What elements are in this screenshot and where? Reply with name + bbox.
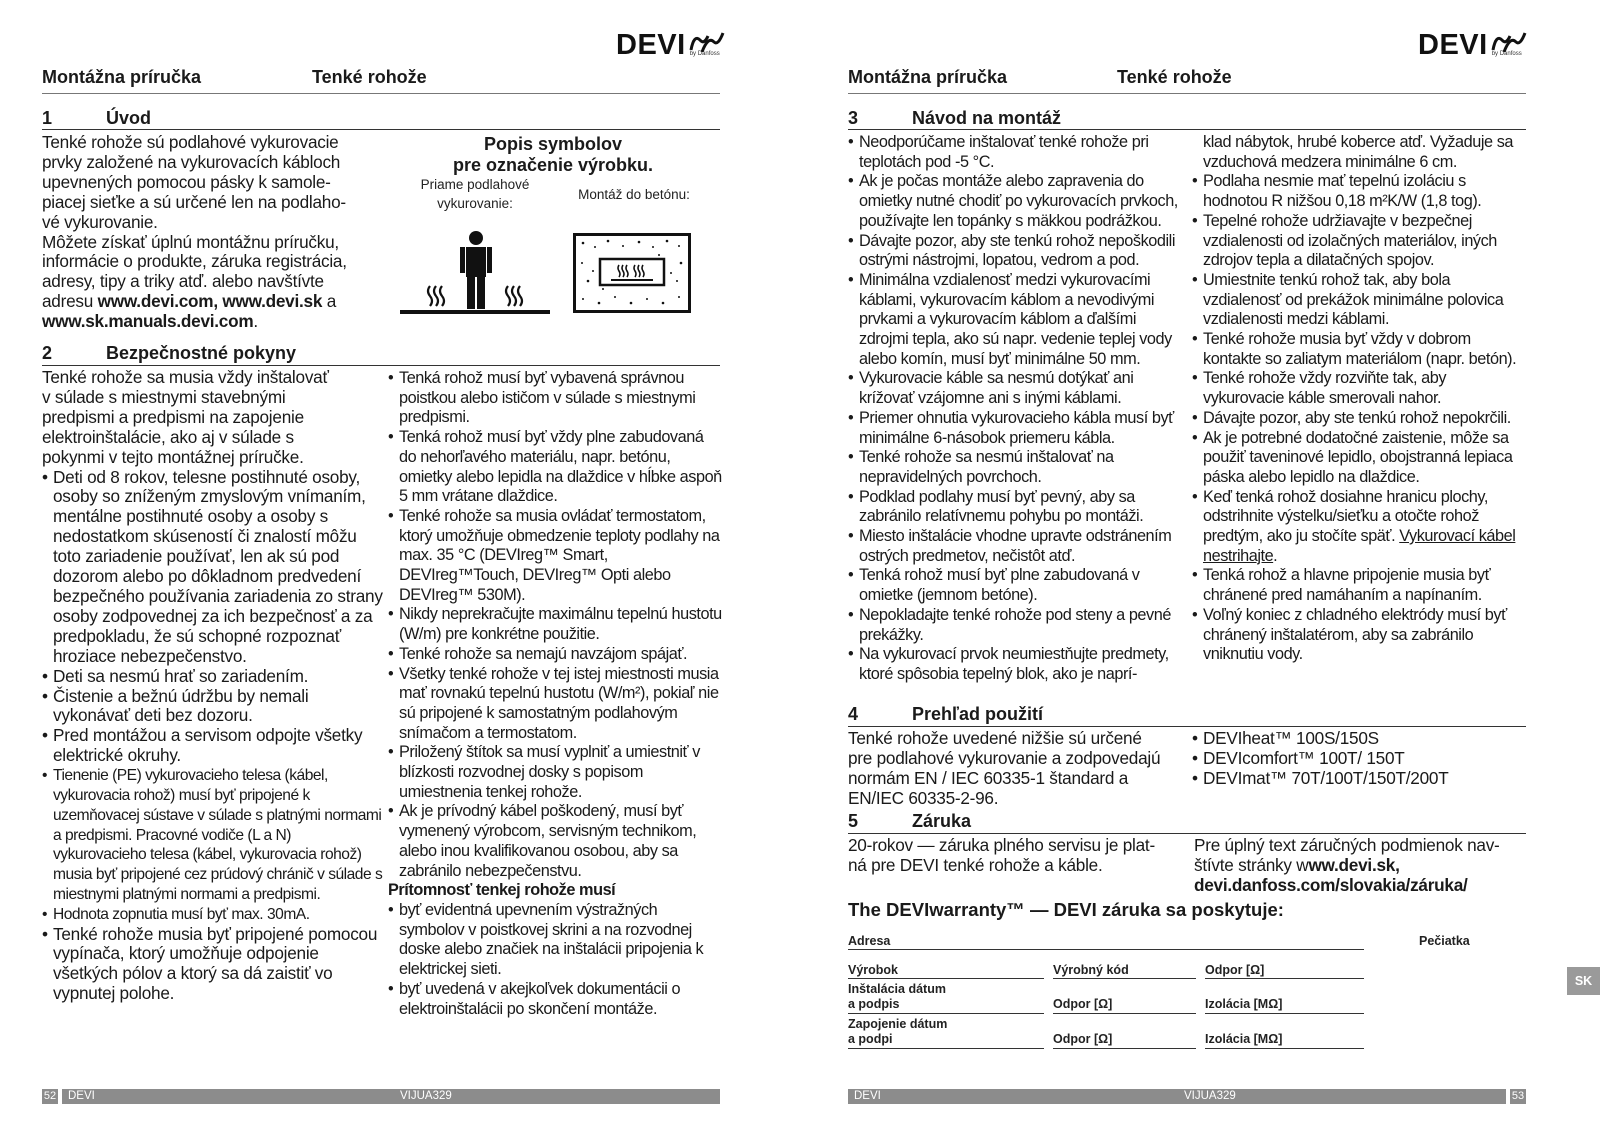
danfoss-mark xyxy=(1490,30,1528,57)
text-fragment: štívte stránky w xyxy=(1194,854,1309,875)
text-fragment: a xyxy=(322,291,337,312)
list-item: • Tenká rohož musí byť vždy plne zabudovaná do nehorľavého materiálu, napr. betónu, omietky alebo lepidla na dlaždice v hĺbke aspoň 5 mm vrátane dlaždice. xyxy=(388,428,723,507)
form-label-product: Výrobok xyxy=(848,963,899,977)
text-line: EN/IEC 60335-2-96. xyxy=(848,787,999,808)
text-line: pre podlahové vykurovanie a zodpovedajú xyxy=(848,747,1161,768)
page-number: 53 xyxy=(1511,1090,1525,1102)
label-line: Zapojenie dátum xyxy=(848,1017,948,1031)
section-number: 1 xyxy=(42,108,53,128)
list-item: • Vykurovacie káble sa nesmú dotýkať ani krížovať vzájomne ani s inými káblami. xyxy=(848,369,1184,408)
warranty-title: The DEVIwarranty™ — DEVI záruka sa poskytuje: xyxy=(848,899,1284,920)
list-item: • Priemer ohnutia vykurovacieho kábla musí byť minimálne 6-násobok priemeru kábla. xyxy=(848,409,1184,448)
list-item: • Podlaha nesmie mať tepelnú izoláciu s hodnotou R nižšou 0,18 m²K/W (1,8 tog). xyxy=(1192,172,1528,211)
symbols-title xyxy=(398,134,708,176)
section-title: Návod na montáž xyxy=(912,108,1062,128)
list-item: • Tenká rohož musí byť vybavená správnou poistkou alebo ističom v súlade s miestnymi predpismi. xyxy=(388,369,723,428)
list-item: • Tepelné rohože udržiavajte v bezpečnej vzdialenosti od izolačných materiálov, iných zdrojov tepla a dilatačných spojov. xyxy=(1192,212,1528,271)
code-field[interactable] xyxy=(1053,978,1196,979)
symbol-caption-concrete: Montáž do betónu: xyxy=(578,187,690,202)
label-line: Inštalácia dátum xyxy=(848,982,946,996)
symbols-title-line: Popis symbolov xyxy=(483,134,623,154)
text-fragment: Keď tenká rohož dosiahne hranicu plochy, odstrihnite výstelku/sieťku a otočte rohož predtým, ako ju stočíte späť. xyxy=(1203,487,1488,546)
text-line: adresy, tipy a triky atď. alebo navštívte xyxy=(42,271,324,292)
section-title: Úvod xyxy=(106,108,151,128)
section-rule xyxy=(848,726,1526,727)
list-item: • Nepokladajte tenké rohože pod steny a pevné prekážky. xyxy=(848,606,1184,645)
text-line: Tenké rohože sú podlahové vykurovacie xyxy=(42,132,339,152)
symbol-caption-floor xyxy=(400,175,550,213)
caption-line: Priame podlahové xyxy=(420,177,530,192)
text-fragment: . xyxy=(1273,546,1278,565)
text-line: elektroinštalácie, ako aj v súlade s xyxy=(42,426,294,447)
list-item xyxy=(1192,488,1528,567)
section-rule xyxy=(848,833,1526,834)
text-line: pokynmi v tejto montážnej príručke. xyxy=(42,446,304,467)
text-line: Pre úplný text záručných podmienok nav- xyxy=(1194,835,1500,855)
section-title: Prehľad použití xyxy=(912,704,1043,724)
section-rule xyxy=(42,365,720,366)
list-item: • Dávajte pozor, aby ste tenkú rohož nepoškodili ostrými nástrojmi, lopatou, vedrom a pod. xyxy=(848,232,1184,271)
label-line: a podpi xyxy=(848,1032,893,1046)
right-page xyxy=(800,0,1600,1136)
symbols-title-line: pre označenie výrobku. xyxy=(452,155,654,175)
product-bullets xyxy=(1192,729,1528,789)
text-line: vé vykurovanie. xyxy=(42,211,158,232)
safety-bullets xyxy=(42,925,384,1005)
list-item: • Deti od 8 rokov, telesne postihnuté osoby, osoby so zníženým zmyslovým vnímaním, mentálne postihnuté osoby a osoby s nedostatkom skúseností či znalostí môžu toto zariadenie používať, len ak sú pod dozorom alebo po dôkladnom predvedení bezpečného používania zariadenia zo strany osoby zodpovednej za ich bezpečnosť a za predpokladu, že sú schopné rozpoznať hroziace nebezpečenstvo. xyxy=(42,468,384,667)
text-line: predpismi a predpismi na zapojenie xyxy=(42,406,304,427)
list-item: • Ak je prívodný kábel poškodený, musí byť vymenený výrobcom, servisným technikom, alebo inou kvalifikovanou osobou, aby sa zabránilo nebezpečenstvu. xyxy=(388,802,723,881)
list-item: • Na vykurovací prvok neumiestňujte predmety, ktoré spôsobia tepelný blok, ako je naprí- xyxy=(848,645,1184,684)
continued-text: klad nábytok, hrubé koberce atď. Vyžaduje sa vzduchová medzera minimálne 6 cm. xyxy=(1203,133,1513,171)
list-item: • Ak je potrebné dodatočné zaistenie, môže sa použiť taveninové lepidlo, obojstranná lepiaca páska alebo lepidlo na dlaždice. xyxy=(1192,429,1528,488)
devi-logo xyxy=(616,30,726,60)
text-line: Tenké rohože sa musia vždy inštalovať xyxy=(42,367,329,387)
section-title: Záruka xyxy=(912,811,972,831)
insulation-field[interactable] xyxy=(1205,1013,1364,1014)
list-item: • Tenké rohože sa nesmú inštalovať na nepravidelných povrchoch. xyxy=(848,448,1184,487)
form-label-resistance: Odpor [Ω] xyxy=(1205,963,1265,977)
devi-logo xyxy=(1418,30,1528,60)
section-number: 5 xyxy=(848,811,859,831)
section-number: 3 xyxy=(848,108,859,128)
devi-sk-link[interactable]: ww.devi.sk, xyxy=(1308,854,1400,875)
header-rule xyxy=(848,93,1526,94)
form-label-stamp: Pečiatka xyxy=(1419,934,1470,948)
warranty-link[interactable]: devi.danfoss.com/slovakia/záruka/ xyxy=(1194,874,1468,895)
install-column-1 xyxy=(848,133,1184,699)
text-fragment: adresu xyxy=(42,291,98,312)
doc-subtitle: Tenké rohože xyxy=(312,67,427,87)
product-field[interactable] xyxy=(848,978,1044,979)
section-number: 4 xyxy=(848,704,859,724)
connection-field[interactable] xyxy=(848,1048,1044,1049)
footer-brand: DEVI xyxy=(68,1090,95,1102)
list-item: • Nikdy neprekračujte maximálnu tepelnú hustotu (W/m) pre konkrétne použitie. xyxy=(388,605,723,644)
warranty-links xyxy=(1194,836,1530,896)
resistance-field[interactable] xyxy=(1053,1048,1196,1049)
doc-subtitle: Tenké rohože xyxy=(1117,67,1232,87)
list-item: • Tienenie (PE) vykurovacieho telesa (kábel, vykurovacia rohož) musí byť pripojené k uzemňovacej sústave v súlade s platnými normami a predpismi. Pracovné vodiče (L a N) vykurovacieho telesa (kábel, vykurovacia rohož) musia byť pripojené cez prúdový chránič v súlade s miestnymi platnými normami a predpismi. xyxy=(42,766,384,905)
list-item: • byť uvedená v akejkoľvek dokumentácii o elektroinštalácii po skončení montáže. xyxy=(388,980,723,1019)
text-line xyxy=(42,312,387,332)
list-item: • Umiestnite tenkú rohož tak, aby bola vzdialenosť od prekážok minimálne polovica vzdialenosti medzi káblami. xyxy=(1192,271,1528,330)
section-4-heading xyxy=(848,703,1526,725)
footer-bar xyxy=(848,1089,1506,1104)
list-item: • Všetky tenké rohože v tej istej miestnosti musia mať rovnakú tepelnú hustotu (W/m²), pokiaľ nie sú pripojené k samostatným podlahovým snímačom a termostatom. xyxy=(388,665,723,744)
list-item: • Neodporúčame inštalovať tenké rohože pri teplotách pod -5 °C. xyxy=(848,133,1184,172)
warranty-text xyxy=(848,836,1188,876)
doc-title: Montážna príručka xyxy=(848,67,1008,87)
usage-text xyxy=(848,729,1188,809)
footer-brand: DEVI xyxy=(854,1090,881,1102)
text-line xyxy=(42,292,387,312)
section-number: 2 xyxy=(42,343,53,363)
doc-title: Montážna príručka xyxy=(42,67,202,87)
list-item: • Deti sa nesmú hrať so zariadením. xyxy=(42,667,384,687)
caption-line: vykurovanie: xyxy=(437,196,513,211)
list-item: • Priložený štítok sa musí vyplniť a umiestniť v blízkosti rozvodnej dosky s popisom umiestnenia tenkej rohože. xyxy=(388,743,723,802)
logo-wordmark: DEVI xyxy=(1418,29,1488,61)
concrete-embedding-icon xyxy=(573,233,691,313)
form-label-code: Výrobný kód xyxy=(1053,963,1129,977)
installation-field[interactable] xyxy=(848,1013,1044,1014)
section-1-heading xyxy=(42,107,720,129)
install-bullets xyxy=(1192,172,1528,665)
form-label-installation xyxy=(848,982,946,1012)
section-rule xyxy=(848,129,1526,130)
section-2-heading xyxy=(42,342,720,364)
section-5-heading xyxy=(848,810,1526,832)
list-item: • Miesto inštalácie vhodne upravte odstránením ostrých predmetov, nečistôt atď. xyxy=(848,527,1184,566)
list-item: • Tenké rohože musia byť vždy v dobrom kontakte so zaliatym materiálom (napr. betón). xyxy=(1192,330,1528,369)
list-item: • Minimálna vzdialenosť medzi vykurovacími káblami, vykurovacím káblom a nevodivými prvkami a vykurovacím káblom a ďalšími zdrojmi tepla, ako sú napr. vedenie teplej vody alebo komín, musí byť minimálne 50 mm. xyxy=(848,271,1184,370)
warning-text: Vykurovací kábel nestrihajte xyxy=(1203,527,1516,565)
list-item: • Tenké rohože vždy rozviňte tak, aby vykurovacie káble smerovali nahor. xyxy=(1192,369,1528,408)
form-label-resistance: Odpor [Ω] xyxy=(1053,997,1113,1011)
text-line: piacej sieťke a sú určené len na podlaho- xyxy=(42,191,346,212)
product-list xyxy=(1192,729,1528,789)
logo-wordmark: DEVI xyxy=(616,29,686,61)
manuals-link[interactable]: www.sk.manuals.devi.com xyxy=(42,311,254,332)
footer-code: VIJUA329 xyxy=(400,1090,452,1102)
text-line: upevnených pomocou pásky k samole- xyxy=(42,171,331,192)
text-line: v súlade s miestnymi stavebnými xyxy=(42,386,286,407)
section-rule xyxy=(42,129,720,130)
header-rule xyxy=(42,93,720,94)
install-bullets xyxy=(848,133,1184,685)
list-item: • Voľný koniec z chladného elektródy musí byť chránený inštalatérom, aby sa zabránilo vniknutiu vody. xyxy=(1192,606,1528,665)
list-item: • Tenké rohože sa musia ovládať termostatom, ktorý umožňuje obmedzenie teploty podlahy na max. 35 °C (DEVIreg™ Smart, DEVIreg™Touch, DEVIreg™ Opti alebo DEVIreg™ 530M). xyxy=(388,507,723,606)
text-line: ná pre DEVI tenké rohože a káble. xyxy=(848,854,1103,875)
list-item: • Čistenie a bežnú údržbu by nemali vykonávať deti bez dozoru. xyxy=(42,687,384,727)
list-item: • Podklad podlahy musí byť pevný, aby sa zabránilo relatívnemu pohybu po montáži. xyxy=(848,488,1184,527)
text-line xyxy=(1194,856,1530,876)
install-column-2 xyxy=(1192,133,1528,665)
insulation-field[interactable] xyxy=(1205,1048,1364,1049)
safety-bullets xyxy=(42,468,384,767)
list-item: • Dávajte pozor, aby ste tenkú rohož nepokrčili. xyxy=(1192,409,1528,429)
list-item: • Tenké rohože musia byť pripojené pomocou vypínača, ktorý umožňuje odpojenie všetkých pólov a ktorý sa dá zaistiť vo vypnutej polohe. xyxy=(42,925,384,1005)
intro-text xyxy=(42,133,387,332)
safety-bullets xyxy=(388,901,723,1019)
form-label-connection xyxy=(848,1017,947,1047)
form-label-insulation: Izolácia [MΩ] xyxy=(1205,1032,1283,1046)
safety-column-1 xyxy=(42,368,384,1004)
footer-code: VIJUA329 xyxy=(1184,1090,1236,1102)
logo-byline: by Danfoss xyxy=(689,51,720,57)
section-3-heading xyxy=(848,107,1526,129)
safety-bullets xyxy=(388,369,723,881)
text-line: Tenké rohože uvedené nižšie sú určené xyxy=(848,728,1142,748)
section-title: Bezpečnostné pokyny xyxy=(106,343,297,363)
resistance-field[interactable] xyxy=(1053,1013,1196,1014)
subheading: Prítomnosť tenkej rohože musí xyxy=(388,881,616,900)
form-label-resistance: Odpor [Ω] xyxy=(1053,1032,1113,1046)
text-line: prvky založené na vykurovacích kábloch xyxy=(42,151,341,172)
label-line: a podpis xyxy=(848,997,900,1011)
text-line: normám EN / IEC 60335-1 štandard a xyxy=(848,767,1129,788)
list-item: • Tenké rohože sa nemajú navzájom spájať. xyxy=(388,645,723,665)
language-tab[interactable]: SK xyxy=(1567,967,1600,995)
list-item: • Ak je počas montáže alebo zapravenia do omietky nutné chodiť po vykurovacích prvkoch, používajte len topánky s mäkkou podrážkou. xyxy=(848,172,1184,231)
logo-byline: by Danfoss xyxy=(1491,51,1522,57)
list-item: • DEVImat™ 70T/100T/150T/200T xyxy=(1192,769,1528,789)
text-line: informácie o produkte, záruka registrácia, xyxy=(42,251,347,272)
safety-column-2 xyxy=(388,369,723,1019)
list-item: • Pred montážou a servisom odpojte všetky elektrické okruhy. xyxy=(42,726,384,766)
safety-bullets-small xyxy=(42,766,384,924)
resistance-field[interactable] xyxy=(1205,978,1364,979)
form-label-insulation: Izolácia [MΩ] xyxy=(1205,997,1283,1011)
list-item: • Tenká rohož musí byť plne zabudovaná v omietke (jemnom betóne). xyxy=(848,566,1184,605)
danfoss-mark xyxy=(688,30,726,57)
list-item: • DEVIcomfort™ 100T/ 150T xyxy=(1192,749,1528,769)
footer-bar xyxy=(62,1089,720,1104)
website-link[interactable]: www.devi.com, www.devi.sk xyxy=(97,291,323,312)
text-fragment: . xyxy=(253,311,258,332)
list-item: • Tenká rohož a hlavne pripojenie musia byť chránené pred namáhaním a napínaním. xyxy=(1192,566,1528,605)
address-field[interactable] xyxy=(848,949,1364,950)
list-item: • byť evidentná upevnením výstražných symbolov v poistkovej skrini a na rozvodnej doske alebo značiek na inštalácii pripojenia k elektrickej sieti. xyxy=(388,901,723,980)
direct-floor-heating-icon xyxy=(400,228,552,316)
text-line: 20-rokov — záruka plného servisu je plat- xyxy=(848,835,1155,855)
text-line: Môžete získať úplnú montážnu príručku, xyxy=(42,231,339,252)
form-label-address: Adresa xyxy=(848,934,891,948)
list-item: • DEVIheat™ 100S/150S xyxy=(1192,729,1528,749)
list-item: • Hodnota zopnutia musí byť max. 30mA. xyxy=(42,905,384,925)
page-number: 52 xyxy=(43,1090,57,1102)
